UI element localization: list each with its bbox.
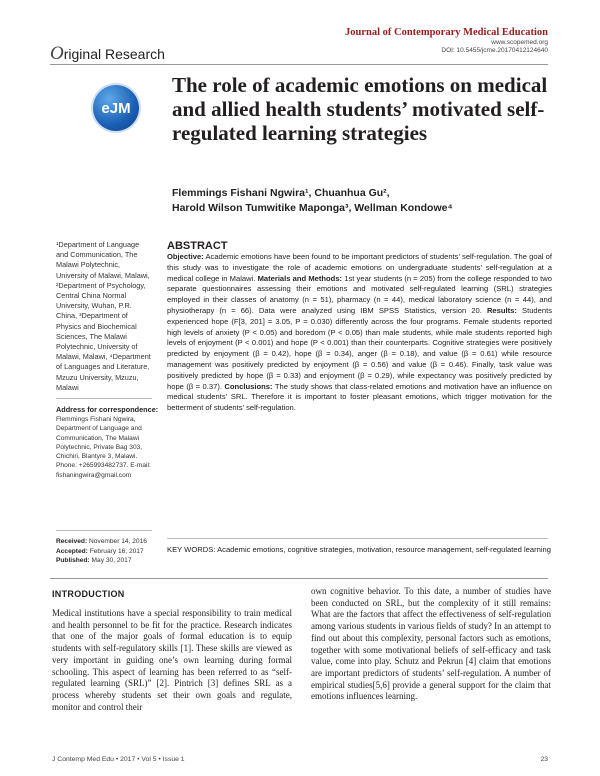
conclusions-label: Conclusions: <box>224 381 273 391</box>
authors-line-1: Flemmings Fishani Ngwira¹, Chuanhua Gu², <box>172 187 390 199</box>
published-date: Published: May 30, 2017 <box>56 557 132 564</box>
section-divider <box>50 578 548 579</box>
conclusions-text: The study shows that class-related emotions and motivation have an influence on medical students’ SRL. Therefore it is important to foster pleasant emotions, which trigger motivation for the betterment of students’ self-regulation. <box>167 381 552 413</box>
article-title: The role of academic emotions on medical and allied health students’ motivated self-regulated learning strategies <box>172 73 548 145</box>
methods-text: 1st year students (n = 205) from the college responded to two separate questionnaires assessing their emotions and motivated self-regulated learning (SRL) strategies employed in their classes of anatomy (n = 51), pharmacy (n = 44), medical laboratory science (n = 44), and physiotherapy (n = 66). Data were analyzed using IBM SPSS Statistics, version 20. <box>167 273 552 315</box>
accepted-date: Accepted: February 16, 2017 <box>56 547 144 555</box>
methods-label: Materials and Methods: <box>257 273 343 283</box>
doi: DOI: 10.5455/jcme.20170412124640 <box>441 47 548 54</box>
section-label-rest: riginal Research <box>63 46 165 62</box>
abstract-heading: ABSTRACT <box>167 240 228 252</box>
article-dates <box>56 537 156 566</box>
abstract-body <box>167 252 552 414</box>
journal-name: Journal of Contemporary Medical Education <box>345 27 548 38</box>
keywords-label: KEY WORDS: <box>167 545 216 554</box>
keywords <box>167 545 552 556</box>
keywords-divider <box>167 538 548 539</box>
results-text: Students experienced hope (F[3, 201] = 3.05, P = 0.030) differently across the four programs. Female students reported high levels of anxiety (P < 0.05) and boredom (P < 0.05) than male students, while male students reported high levels of enjoyment (P < 0.001) and hope (P < 0.001) than their counterparts. Cognitive strategies were positively predicted by enjoyment (β = 0.42), hope (β = 0.34), anger (β = 0.18), and value (β = 0.61) while resource management was positively predicted by enjoyment (β = 0.56) and value (β = 0.46). Finally, task value was positively predicted by hope (β = 0.33) and enjoyment (β = 0.29), while expectancy was positively predicted by hope (β = 0.37). <box>167 305 552 391</box>
section-label <box>50 43 165 65</box>
received-date: Received: November 14, 2016 <box>56 538 147 545</box>
keywords-text: Academic emotions, cognitive strategies, motivation, resource management, self-regulated learning <box>217 545 551 554</box>
correspondence-address: Flemmings Fishani Ngwira, Department of Language and Communication, The Malawi Polytechnic, Private Bag 303, Chichiri, Blantyre 3, Malawi. Phone: +265993482737. E-mail: fishaningwira@gmail.com <box>56 416 151 479</box>
results-label: Results: <box>486 305 517 315</box>
author-list <box>172 186 552 216</box>
journal-website[interactable]: www.scopemed.org <box>491 39 548 46</box>
body-column-left: Medical institutions have a special responsibility to train medical and health personnel to be fit for the practice. Research indicates that one of the major goals of formal education is to equip students with self-regulatory skills [1]. These skills are viewed as very important in guiding one’s own learning during formal schooling. This aspect of learning has been referred to as “self-regulated learning (SRL)” [2]. Pintrich [3] defines SRL as a process whereby students set their own goals and regulate, monitor and control their <box>52 608 292 712</box>
affiliations: ¹Department of Language and Communication, The Malawi Polytechnic, University of Malawi, Malawi, ²Department of Psychology, Central China Normal University, Wuhan, P.R. China, ³Department of Physics and Biochemical Sciences, The Malawi Polytechnic, University of Malawi, Malawi, ⁴Department of Languages and Literature, Mzuzu University, Mzuzu, Malawi <box>56 240 151 392</box>
correspondence-heading: Address for correspondence: <box>56 405 159 414</box>
sidebar-divider-2 <box>56 530 152 531</box>
journal-logo: eJM <box>93 85 139 131</box>
footer-citation: J Contemp Med Edu • 2017 • Vol 5 • Issue 1 <box>52 756 185 763</box>
body-column-right: own cognitive behavior. To this date, a number of studies have been conducted on SRL, but the complexity of it still remains: What are the factors that affect the effectiveness of self-regulation among various students in various fields of study? In an attempt to find out about this complexity, personal factors such as emotions, together with some motivational beliefs of self-efficacy and task value, come into play. Schutz and Pekrun [4] claim that emotions are important predictors of students’ self-regulation. A number of empirical studies[5,6] provide a general support for the claim that emotions influences learning. <box>311 586 551 702</box>
objective-text: Academic emotions have been found to be important predictors of students’ self-regulation. The goal of this study was to investigate the role of academic emotions on undergraduate students’ self-regulation at a medical college in Malawi. <box>167 252 552 283</box>
section-label-initial: O <box>50 43 64 64</box>
header-rule <box>50 64 548 65</box>
authors-line-2: Harold Wilson Tumwitike Maponga³, Wellman Kondowe⁴ <box>172 202 453 214</box>
page-number: 23 <box>540 756 548 763</box>
introduction-heading: INTRODUCTION <box>52 589 125 599</box>
sidebar-divider <box>56 398 152 399</box>
objective-label: Objective: <box>167 252 204 261</box>
